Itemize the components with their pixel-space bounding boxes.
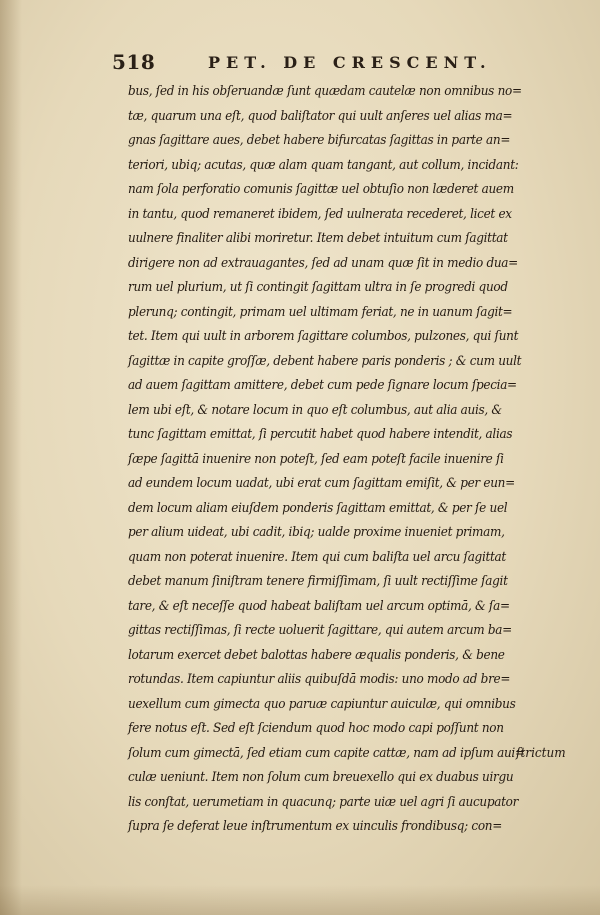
page-number: 518 (112, 50, 156, 74)
text-line: tet. Item qui uult in arborem ſagittare columbos, pulzones, qui ſunt (128, 329, 519, 344)
text-line: quam non poterat inuenire. Item qui cum baliſta uel arcu ſagittat (128, 549, 506, 565)
text-block (128, 80, 568, 840)
text-line: ad auem ſagittam amittere, debet cum pede ſignare locum ſpecia= (128, 378, 517, 393)
running-head (112, 50, 512, 76)
text-line: tare, & eſt neceſſe quod habeat baliſtam uel arcum optimā, & ſa= (128, 598, 510, 614)
text-line: uulnere finaliter alibi moriretur. Item debet intuitum cum ſagittat (128, 231, 508, 246)
catchword: ſtrictum (516, 746, 566, 761)
running-title: PET. DE CRESCENT. (208, 53, 492, 72)
text-line: plerunq; contingit, primam uel ultimam feriat, ne in uanum ſagit= (128, 304, 513, 320)
text-line: bus, ſed in his obſeruandæ ſunt quædam cautelæ non omnibus no= (128, 84, 522, 99)
text-line: in tantu, quod remaneret ibidem, ſed uulnerata recederet, licet ex (128, 206, 512, 222)
text-line: rotundas. Item capiuntur aliis quibuſdā modis: uno modo ad bre= (128, 672, 511, 687)
text-line: lis conſtat, uerumetiam in quacunq; parte uiæ uel agri ſi aucupator (128, 794, 519, 810)
text-line: lem ubi eſt, & notare locum in quo eſt columbus, aut alia auis, & (128, 402, 502, 418)
text-line: lotarum exercet debet balottas habere æqualis ponderis, & bene (128, 647, 505, 663)
text-line: debet manum ſiniſtram tenere firmiſſimam, ſi uult rectiſſime ſagit (128, 574, 508, 589)
text-line: tæ, quarum una eſt, quod baliſtator qui uult anſeres uel alias ma= (128, 108, 513, 124)
text-line: teriori, ubiq; acutas, quæ alam quam tangant, aut collum, incidant: (128, 157, 519, 173)
text-line: uexellum cum gimecta quo paruæ capiuntur auiculæ, qui omnibus (128, 696, 516, 712)
text-line: culæ ueniunt. Item non ſolum cum breuexello qui ex duabus uirgu (128, 770, 514, 785)
text-line: dem locum aliam eiuſdem ponderis ſagittam emittat, & per ſe uel (128, 500, 508, 516)
text-line: gnas ſagittare aues, debet habere bifurcatas ſagittas in parte an= (128, 133, 511, 148)
text-line: rum uel plurium, ut ſi contingit ſagittam ultra in ſe progredi quod (128, 280, 508, 295)
text-line: per alium uideat, ubi cadit, ibiq; ualde proxime inueniet primam, (128, 525, 505, 540)
text-line: fere notus eſt. Sed eſt ſciendum quod hoc modo capi poſſunt non (128, 721, 504, 736)
text-line: gittas rectiſſimas, ſi recte uoluerit ſagittare, qui autem arcum ba= (128, 623, 512, 638)
text-line: ſolum cum gimectā, ſed etiam cum capite cattæ, nam ad ipſum aui= (128, 745, 525, 761)
text-line: ſæpe ſagittā inuenire non poteſt, ſed eam poteſt facile inuenire ſi (128, 451, 504, 467)
text-line: dirigere non ad extrauagantes, ſed ad unam quæ ſit in medio dua= (128, 255, 518, 271)
text-line: nam ſola perforatio comunis ſagittæ uel obtuſio non læderet auem (128, 182, 514, 197)
text-line: tunc ſagittam emittat, ſi percutit habet quod habere intendit, alias (128, 427, 513, 442)
text-line: ad eundem locum uadat, ubi erat cum ſagittam emiſit, & per eun= (128, 476, 515, 491)
text-line: ſagittæ in capite groſſæ, debent habere paris ponderis ; & cum uult (128, 353, 522, 369)
text-line: ſupra ſe deferat leue inſtrumentum ex uinculis frondibusq; con= (128, 819, 503, 834)
